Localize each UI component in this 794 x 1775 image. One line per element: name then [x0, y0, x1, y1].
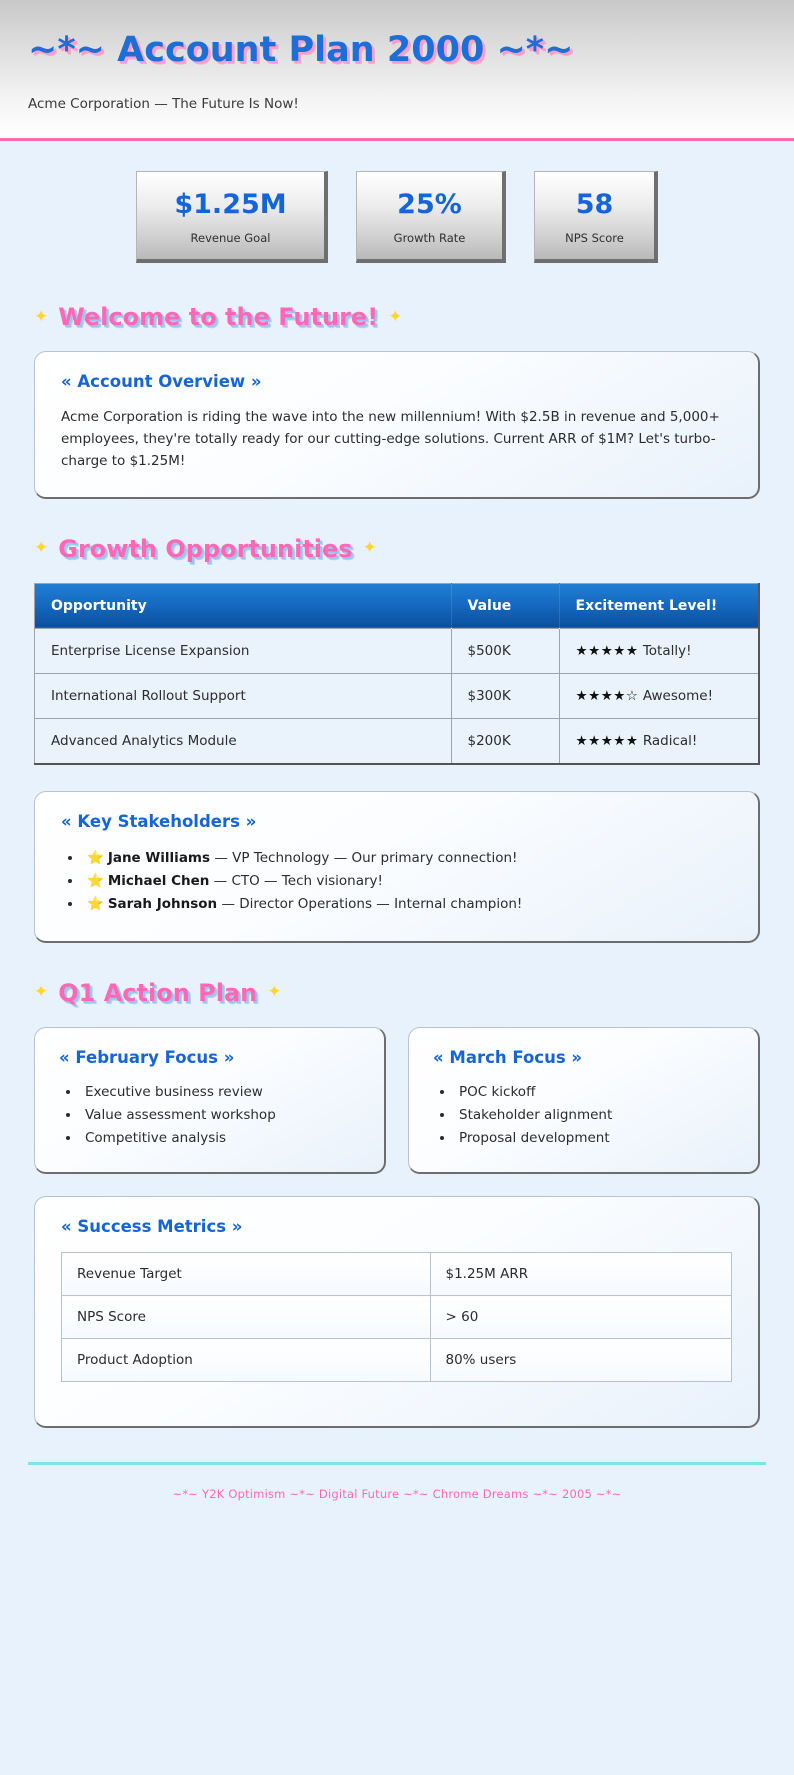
star-rating: ★★★★★: [575, 732, 639, 749]
sparkle-icon: ✦: [388, 306, 403, 327]
sparkle-icon: ✦: [34, 306, 49, 327]
stat-card-revenue-goal: [136, 171, 328, 263]
cell-target: 80% users: [430, 1339, 732, 1382]
page-subtitle: Acme Corporation — The Future Is Now!: [28, 96, 299, 112]
table-body: [62, 1253, 732, 1382]
column-header-value: Value: [451, 583, 559, 628]
excitement-label: Totally!: [642, 642, 692, 659]
stakeholder-detail: — CTO — Tech visionary!: [209, 873, 383, 890]
opportunities-table: [34, 583, 760, 765]
cell-value: $300K: [451, 673, 559, 718]
sparkle-icon: ✦: [34, 538, 49, 559]
stakeholder-list: [61, 847, 732, 917]
march-focus-list: [433, 1081, 734, 1151]
list-item: • Value assessment workshop: [81, 1104, 360, 1127]
star-icon: ⭐: [87, 849, 104, 866]
cell-value: $500K: [451, 628, 559, 673]
stakeholder-name: Michael Chen: [107, 873, 210, 890]
column-header-excitement: Excitement Level!: [559, 583, 759, 628]
focus-cards-row: [34, 1027, 760, 1175]
table-row: [35, 628, 760, 673]
card-title: « Account Overview »: [61, 372, 262, 392]
card-key-stakeholders: [34, 791, 760, 943]
cell-metric: NPS Score: [62, 1296, 431, 1339]
list-item: • POC kickoff: [455, 1081, 734, 1104]
sparkle-icon: ✦: [34, 982, 49, 1003]
stakeholder-detail: — VP Technology — Our primary connection!: [210, 849, 518, 866]
february-focus-list: [59, 1081, 360, 1151]
list-item: • Proposal development: [455, 1127, 734, 1150]
list-item: [83, 847, 732, 870]
table-header-row: [35, 583, 760, 628]
section-heading-label: Welcome to the Future!: [58, 303, 379, 332]
cell-target: $1.25M ARR: [430, 1253, 732, 1296]
cell-opportunity: International Rollout Support: [35, 673, 452, 718]
cell-opportunity: Advanced Analytics Module: [35, 718, 452, 764]
card-title: « Key Stakeholders »: [61, 811, 257, 831]
stakeholder-name: Sarah Johnson: [107, 896, 218, 913]
table-header: [35, 583, 760, 628]
sparkle-icon: ✦: [362, 538, 377, 559]
card-february-focus: [34, 1027, 386, 1175]
stats-row: [28, 171, 766, 263]
sparkle-icon: ✦: [267, 982, 282, 1003]
stat-value: $1.25M: [174, 189, 287, 220]
stakeholder-name: Jane Williams: [107, 849, 211, 866]
page-footer: [28, 1462, 766, 1531]
section-heading-label: Q1 Action Plan: [58, 978, 258, 1007]
card-title: « February Focus »: [59, 1047, 235, 1067]
list-item: • Executive business review: [81, 1081, 360, 1104]
cell-value: $200K: [451, 718, 559, 764]
card-success-metrics: [34, 1196, 760, 1428]
success-metrics-table: [61, 1252, 732, 1382]
stat-label: Growth Rate: [393, 231, 466, 246]
table-row: [62, 1296, 732, 1339]
list-item: [83, 870, 732, 893]
section-heading-growth-opportunities: [34, 535, 766, 563]
document-content: [0, 141, 794, 1428]
stat-card-nps-score: [534, 171, 658, 263]
stat-value: 58: [575, 189, 614, 220]
table-row: [35, 673, 760, 718]
cell-excitement: [559, 718, 759, 764]
card-account-overview: [34, 351, 760, 499]
table-row: [62, 1253, 732, 1296]
excitement-label: Awesome!: [642, 687, 714, 704]
table-row: [35, 718, 760, 764]
stat-value: 25%: [397, 189, 462, 220]
star-rating: ★★★★☆: [575, 687, 639, 704]
page-header: [0, 0, 794, 141]
stakeholder-detail: — Director Operations — Internal champion!: [217, 896, 523, 913]
stat-label: Revenue Goal: [190, 231, 271, 246]
list-item: • Stakeholder alignment: [455, 1104, 734, 1127]
section-heading-q1-action-plan: [34, 979, 766, 1007]
cell-opportunity: Enterprise License Expansion: [35, 628, 452, 673]
cell-metric: Revenue Target: [62, 1253, 431, 1296]
star-icon: ⭐: [87, 873, 104, 890]
stat-card-growth-rate: [356, 171, 506, 263]
cell-target: > 60: [430, 1296, 732, 1339]
list-item: • Competitive analysis: [81, 1127, 360, 1150]
stat-label: NPS Score: [565, 231, 624, 246]
card-march-focus: [408, 1027, 760, 1175]
list-item: [83, 893, 732, 916]
cell-excitement: [559, 673, 759, 718]
footer-text: ~*~ Y2K Optimism ~*~ Digital Future ~*~ Chrome Dreams ~*~ 2005 ~*~: [172, 1487, 622, 1502]
page-title: ~*~ Account Plan 2000 ~*~: [28, 30, 574, 70]
cell-metric: Product Adoption: [62, 1339, 431, 1382]
column-header-opportunity: Opportunity: [35, 583, 452, 628]
table-body: [35, 628, 760, 764]
card-title: « March Focus »: [433, 1047, 583, 1067]
excitement-label: Radical!: [642, 732, 698, 749]
table-row: [62, 1339, 732, 1382]
section-heading-welcome: [34, 303, 766, 331]
star-icon: ⭐: [87, 896, 104, 913]
card-title: « Success Metrics »: [61, 1217, 243, 1237]
card-body-text: Acme Corporation is riding the wave into the new millennium! With $2.5B in revenue and 5,000+ employees, they're totally ready for our cutting-edge solutions. Current ARR of $1M? Let's turbo-charge to $1.25M!: [61, 409, 720, 470]
star-rating: ★★★★★: [575, 642, 639, 659]
section-heading-label: Growth Opportunities: [58, 534, 353, 563]
cell-excitement: [559, 628, 759, 673]
